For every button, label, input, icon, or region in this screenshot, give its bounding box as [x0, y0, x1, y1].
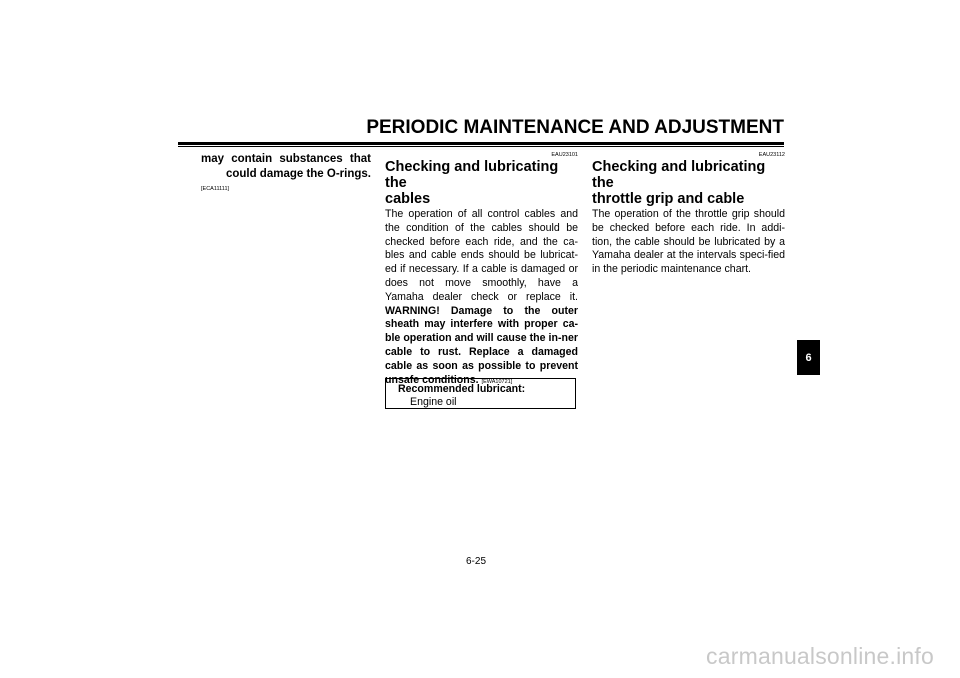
caution-code: [ECA11111]: [201, 186, 230, 192]
warning-code: [EWA10721]: [481, 378, 513, 385]
heading-line2: throttle grip and cable: [592, 191, 745, 207]
section-heading-cables: [385, 159, 578, 207]
section-code-throttle: EAU23112: [758, 152, 785, 158]
column-left: [178, 152, 371, 192]
oring-warning-line2: could damage the O-rings.: [225, 168, 371, 180]
cables-body-text: The operation of all control cables and the condition of the cables should be checked before each ride, and the ca-bles and cable ends should be lubricat-ed if necessary. If a cable is damaged or does not move smoothly, have a Yamaha dealer check or replace it.: [385, 208, 578, 303]
chapter-tab: 6: [797, 340, 820, 375]
heading-line1: Checking and lubricating the: [592, 159, 766, 191]
oring-warning-line1: may contain substances that: [201, 153, 371, 165]
recommended-lubricant-box: [385, 378, 576, 409]
lubricant-label: Recommended lubricant:: [398, 383, 526, 395]
lubricant-value: Engine oil: [410, 395, 457, 408]
throttle-body: The operation of the throttle grip should be checked before each ride. In addi-tion, the cable should be lubricated by a Yamaha dealer at the intervals speci-fied in the periodic maintenance chart.: [592, 208, 785, 276]
heading-line2: cables: [385, 191, 431, 207]
cables-body: [385, 208, 578, 389]
header-rule-thin: [178, 146, 784, 147]
section-heading-throttle: [592, 159, 785, 207]
section-code-cables: EAU23101: [551, 152, 578, 158]
header-rule: [178, 142, 784, 145]
cables-warning: WARNING! Damage to the outer sheath may interfere with proper ca-ble operation and will cause the in-ner cable to rust. Replace a damaged cable as soon as possible to prevent unsafe conditions.: [385, 304, 578, 386]
column-right: [592, 152, 785, 277]
page-header-title: PERIODIC MAINTENANCE AND ADJUSTMENT: [366, 117, 784, 138]
watermark: carmanualsonline.info: [706, 643, 934, 669]
column-middle: [385, 152, 578, 389]
heading-line1: Checking and lubricating the: [385, 159, 559, 191]
page-number: 6-25: [466, 556, 487, 567]
